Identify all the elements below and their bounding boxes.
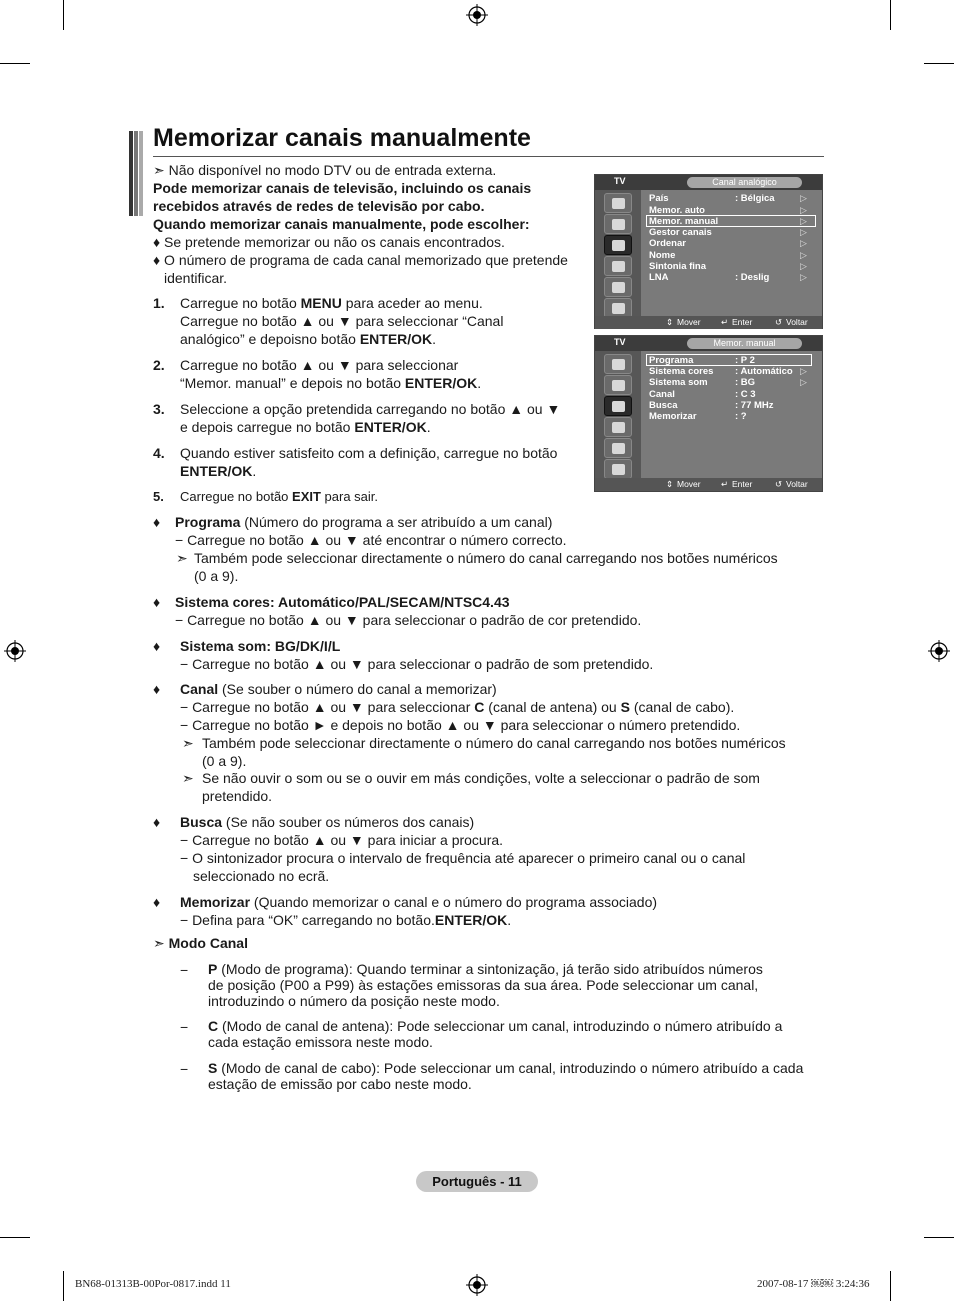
- tv-menu-header: [595, 336, 822, 351]
- updown-icon: ⇕: [666, 479, 674, 489]
- tv-menu-item[interactable]: Memor. manual: [649, 216, 719, 227]
- intro-bullet-2-cont: identificar.: [164, 270, 228, 286]
- tv-menu-value: : C 3: [735, 389, 756, 400]
- arrow-right-icon: ▷: [800, 261, 807, 271]
- tv-menu-value: : 77 MHz: [735, 400, 774, 411]
- application-icon: [604, 298, 632, 318]
- detail-sistema-cores: Sistema cores: Automático/PAL/SECAM/NTSC4.43 − Carregue no botão ▲ ou ▼ para seleccionar o padrão de cor pretendido.: [175, 594, 642, 628]
- step-2: Carregue no botão ▲ ou ▼ para seleccionar “Memor. manual” e depois no botão ENTER/OK.: [180, 357, 482, 391]
- tv-menu-item[interactable]: Sistema som: [649, 377, 708, 388]
- bullet-diamond-icon: ♦: [153, 894, 161, 910]
- date-slug: 2007-08-17 ￼￼ 3:24:36: [757, 1278, 870, 1290]
- tv-menu-item[interactable]: Memorizar: [649, 411, 697, 422]
- foot-move: Mover: [677, 317, 701, 327]
- step-number: 3.: [153, 401, 165, 417]
- intro-bold-3: Quando memorizar canais manualmente, pode escolher:: [153, 216, 530, 232]
- bullet-diamond-icon: ♦: [153, 814, 161, 830]
- picture-icon: [604, 193, 632, 213]
- tv-menu-title: Canal analógico: [687, 177, 802, 188]
- updown-icon: ⇕: [666, 317, 674, 327]
- tv-menu-value: : Bélgica: [735, 193, 775, 204]
- input-icon: [604, 277, 632, 297]
- foot-enter: Enter: [732, 479, 753, 489]
- channel-icon: [604, 396, 632, 416]
- tv-menu-item[interactable]: País: [649, 193, 669, 204]
- tv-menu-item[interactable]: Sintonia fina: [649, 261, 706, 272]
- tv-menu-item[interactable]: Memor. auto: [649, 205, 705, 216]
- note-arrow-icon: ➣: [176, 550, 188, 566]
- registration-mark-icon: [466, 1274, 488, 1296]
- tv-menu-item[interactable]: Gestor canais: [649, 227, 712, 238]
- page-number-badge: Português - 11: [416, 1171, 538, 1192]
- foot-enter: Enter: [732, 317, 753, 327]
- enter-icon: ↵: [721, 479, 729, 489]
- detail-programa-note: Também pode seleccionar directamente o número do canal carregando nos botões numéricos (0 a 9).: [194, 550, 778, 584]
- arrow-right-icon: ▷: [800, 377, 807, 387]
- tv-menu-item[interactable]: Canal: [649, 389, 675, 400]
- crop-mark: [924, 1237, 954, 1238]
- bullet-diamond-icon: ♦: [153, 681, 161, 697]
- foot-back: Voltar: [786, 317, 808, 327]
- tv-menu-item[interactable]: LNA: [649, 272, 669, 283]
- registration-mark-icon: [928, 640, 950, 662]
- tv-menu-analog-channel: [594, 174, 823, 329]
- sound-icon: [604, 375, 632, 395]
- step-4: Quando estiver satisfeito com a definição, carregue no botão ENTER/OK.: [180, 445, 558, 479]
- arrow-right-icon: ▷: [800, 216, 807, 226]
- dash-marker: −: [180, 1019, 189, 1035]
- file-slug: BN68-01313B-00Por-0817.indd 11: [75, 1278, 231, 1290]
- intro-bold-1: Pode memorizar canais de televisão, incluindo os canais: [153, 180, 532, 196]
- detail-sistema-som: Sistema som: BG/DK/I/L − Carregue no botão ▲ ou ▼ para seleccionar o padrão de som pretendido.: [180, 638, 654, 672]
- crop-mark: [890, 1271, 891, 1301]
- detail-busca: Busca (Se não souber os números dos canais) − Carregue no botão ▲ ou ▼ para iniciar a procura. − O sintonizador procura o intervalo de frequência até aparecer o primeiro canal ou o canal seleccionado no ecrã.: [180, 814, 746, 884]
- tv-menu-item[interactable]: Nome: [649, 250, 676, 261]
- step-number: 2.: [153, 357, 165, 373]
- arrow-right-icon: ▷: [800, 227, 807, 237]
- crop-mark: [924, 63, 954, 64]
- tv-menu-manual-store: [594, 335, 823, 492]
- tv-menu-source: TV: [614, 337, 626, 347]
- title-rule: [153, 156, 824, 157]
- tv-menu-item[interactable]: Busca: [649, 400, 678, 411]
- tv-menu-value: : BG: [735, 377, 756, 388]
- foot-back: Voltar: [786, 479, 808, 489]
- detail-canal-note-1: Também pode seleccionar directamente o número do canal carregando nos botões numéricos (0 a 9).: [202, 735, 786, 769]
- tv-menu-title: Memor. manual: [687, 338, 802, 349]
- channel-icon: [604, 235, 632, 255]
- note-arrow-icon: ➣: [182, 735, 194, 751]
- crop-mark: [63, 1271, 64, 1301]
- modo-s: S (Modo de canal de cabo): Pode seleccionar um canal, introduzindo o número atribuído a cada estação de emissão por cabo neste modo.: [208, 1060, 804, 1092]
- sound-icon: [604, 214, 632, 234]
- arrow-right-icon: ▷: [800, 272, 807, 282]
- modo-canal-heading: ➣ Modo Canal: [153, 935, 248, 951]
- tv-menu-footer: [595, 478, 822, 491]
- tv-menu-source: TV: [614, 176, 626, 186]
- step-number: 1.: [153, 295, 165, 311]
- step-number: 4.: [153, 445, 165, 461]
- note-arrow-icon: ➣: [153, 162, 169, 178]
- registration-mark-icon: [4, 640, 26, 662]
- tv-menu-item[interactable]: Ordenar: [649, 238, 686, 249]
- tv-menu-footer: [595, 316, 822, 329]
- bullet-diamond-icon: ♦: [153, 514, 161, 530]
- detail-canal: Canal (Se souber o número do canal a memorizar) − Carregue no botão ▲ ou ▼ para seleccionar C (canal de antena) ou S (canal de cabo). − Carregue no botão ► e depois no botão ▲ ou ▼ para seleccionar o número pretendido.: [180, 681, 741, 733]
- dash-marker: −: [180, 1061, 189, 1077]
- detail-memorizar: Memorizar (Quando memorizar o canal e o número do programa associado) − Defina para “OK” carregando no botão.ENTER/OK.: [180, 894, 658, 928]
- return-icon: ↺: [775, 317, 783, 327]
- return-icon: ↺: [775, 479, 783, 489]
- dash-marker: −: [180, 962, 189, 978]
- registration-mark-icon: [466, 4, 488, 26]
- note-arrow-icon: ➣: [182, 770, 194, 786]
- tv-menu-header: [595, 175, 822, 190]
- title-decoration-bar: [129, 131, 143, 216]
- step-1: Carregue no botão MENU para aceder ao menu. Carregue no botão ▲ ou ▼ para seleccionar “Canal analógico” e depoisno botão ENTER/OK.: [180, 295, 504, 347]
- intro-bold-2: recebidos através de redes de televisão por cabo.: [153, 198, 485, 214]
- arrow-right-icon: ▷: [800, 366, 807, 376]
- note-arrow-icon: ➣: [153, 935, 169, 951]
- application-icon: [604, 459, 632, 479]
- bullet-diamond-icon: ♦: [153, 638, 161, 654]
- crop-mark: [0, 63, 30, 64]
- tv-menu-sidebar: [595, 351, 641, 478]
- detail-canal-note-2: Se não ouvir o som ou se o ouvir em más condições, volte a seleccionar o padrão de som pretendido.: [202, 770, 760, 804]
- tv-menu-value: : Deslig: [735, 272, 770, 283]
- setup-icon: [604, 417, 632, 437]
- modo-p: P (Modo de programa): Quando terminar a sintonização, já terão sido atribuídos números de posição (P00 a P99) às estações emissoras da sua área. Pode seleccionar um canal, introduzindo o número da posição neste modo.: [208, 961, 763, 1009]
- arrow-right-icon: ▷: [800, 193, 807, 203]
- intro-bullet-1: ♦ Se pretende memorizar ou não os canais encontrados.: [153, 234, 505, 250]
- foot-move: Mover: [677, 479, 701, 489]
- tv-menu-item[interactable]: Sistema cores: [649, 366, 714, 377]
- setup-icon: [604, 256, 632, 276]
- tv-menu-value: : Automático: [735, 366, 793, 377]
- tv-menu-value: : P 2: [735, 355, 755, 366]
- step-5: Carregue no botão EXIT para sair.: [180, 489, 379, 504]
- tv-menu-sidebar: [595, 190, 641, 316]
- enter-icon: ↵: [721, 317, 729, 327]
- tv-menu-value: : ?: [735, 411, 747, 422]
- modo-c: C (Modo de canal de antena): Pode seleccionar um canal, introduzindo o número atribuído a cada estação emissora neste modo.: [208, 1018, 783, 1050]
- picture-icon: [604, 354, 632, 374]
- arrow-right-icon: ▷: [800, 250, 807, 260]
- arrow-right-icon: ▷: [800, 205, 807, 215]
- tv-menu-item[interactable]: Programa: [649, 355, 694, 366]
- arrow-right-icon: ▷: [800, 238, 807, 248]
- detail-programa: Programa (Número do programa a ser atribuído a um canal) − Carregue no botão ▲ ou ▼ até encontrar o número correcto.: [175, 514, 567, 548]
- step-number: 5.: [153, 489, 164, 504]
- crop-mark: [890, 0, 891, 30]
- intro-bullet-2: ♦ O número de programa de cada canal memorizado que pretende: [153, 252, 568, 268]
- bullet-diamond-icon: ♦: [153, 594, 161, 610]
- intro-note: ➣ Não disponível no modo DTV ou de entrada externa.: [153, 162, 497, 178]
- crop-mark: [0, 1237, 30, 1238]
- page-title: Memorizar canais manualmente: [153, 124, 531, 152]
- input-icon: [604, 438, 632, 458]
- step-3: Seleccione a opção pretendida carregando no botão ▲ ou ▼ e depois carregue no botão ENTER/OK.: [180, 401, 561, 435]
- crop-mark: [63, 0, 64, 30]
